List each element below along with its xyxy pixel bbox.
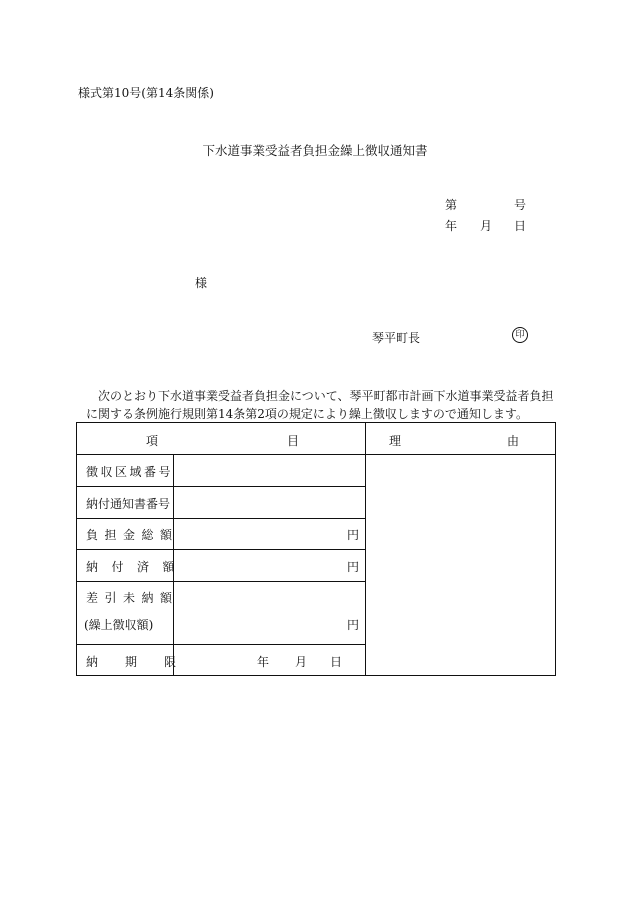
row-label-total-charge: 負担金総額: [86, 528, 179, 542]
row-divider: [77, 518, 365, 519]
header-item-char-1: 項: [146, 434, 159, 448]
issuer-name: 琴平町長: [372, 331, 421, 345]
row-label-unpaid-balance: 差引未納額: [86, 591, 179, 605]
notice-body-line-1: 次のとおり下水道事業受益者負担金について、琴平町都市計画下水道事業受益者負担: [98, 389, 554, 403]
document-title: 下水道事業受益者負担金繰上徴収通知書: [202, 143, 428, 158]
unit-yen: 円: [347, 618, 360, 632]
header-divider: [77, 454, 555, 455]
row-label-collection-area-number: 徴収区域番号: [86, 465, 174, 479]
date-day: 日: [514, 219, 527, 233]
due-date-month: 月: [295, 655, 308, 669]
addressee-suffix: 様: [195, 276, 208, 290]
header-item-char-2: 目: [287, 434, 300, 448]
row-label-paid-amount: 納付済額: [86, 560, 189, 574]
date-year: 年: [445, 219, 458, 233]
unit-yen: 円: [347, 560, 360, 574]
seal-icon: 印: [512, 327, 528, 343]
row-divider: [77, 581, 365, 582]
number-prefix: 第: [445, 198, 458, 212]
row-sublabel-advance-collection: (繰上徴収額): [84, 618, 154, 632]
header-reason-char-1: 理: [389, 434, 402, 448]
row-divider: [77, 486, 365, 487]
due-date-year: 年: [257, 655, 270, 669]
column-divider-reason: [365, 423, 366, 675]
header-reason-char-2: 由: [507, 434, 520, 448]
due-date-day: 日: [330, 655, 343, 669]
date-month: 月: [480, 219, 493, 233]
number-suffix: 号: [514, 198, 527, 212]
notice-table: [76, 422, 556, 676]
row-label-payment-notice-number: 納付通知書番号: [86, 497, 171, 511]
form-number: 様式第10号(第14条関係): [78, 86, 214, 100]
row-label-due-date: 納期限: [86, 655, 204, 669]
notice-body: [86, 387, 560, 423]
notice-body-line-2: に関する条例施行規則第14条第2項の規定により繰上徴収しますので通知します。: [86, 407, 528, 421]
row-divider: [77, 644, 365, 645]
row-divider: [77, 549, 365, 550]
unit-yen: 円: [347, 528, 360, 542]
